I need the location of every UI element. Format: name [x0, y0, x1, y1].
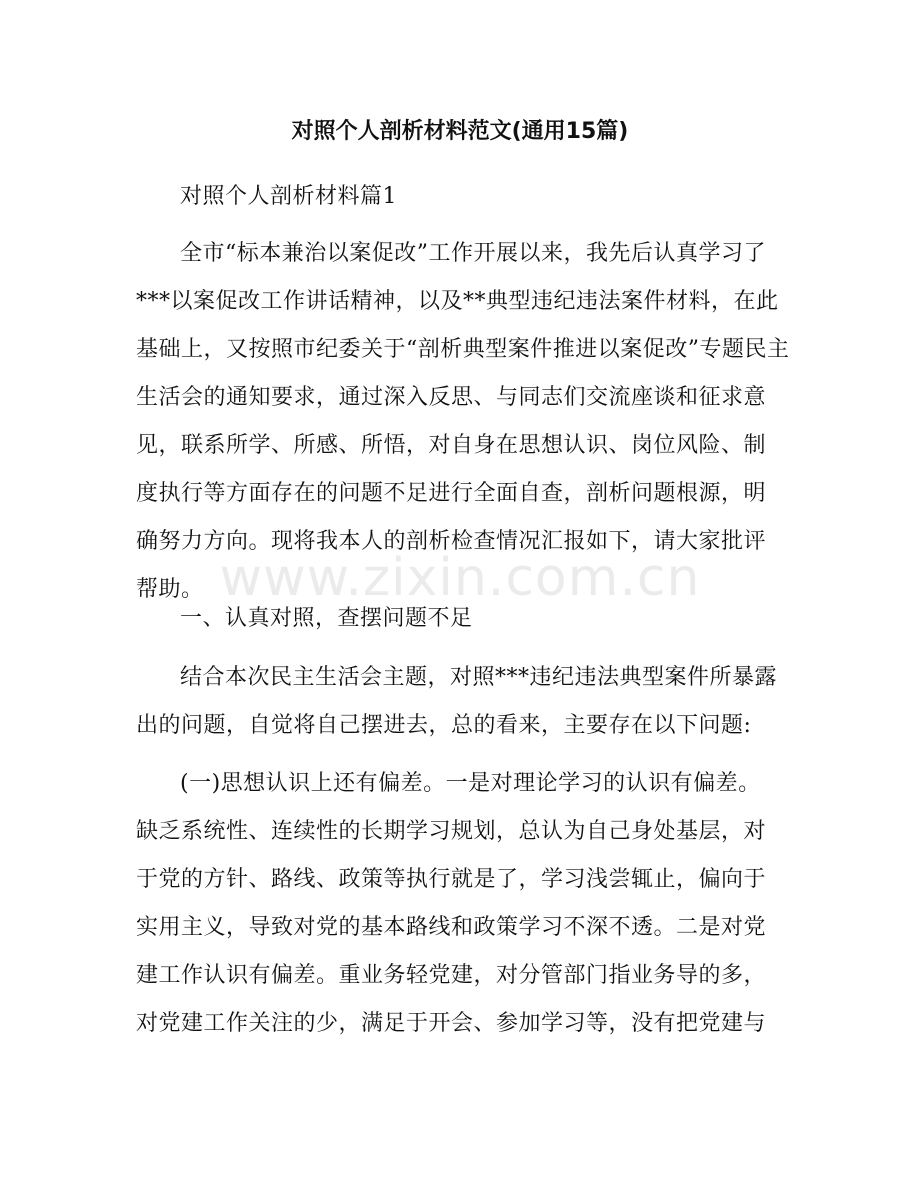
paragraph-line: 生活会的通知要求，通过深入反思、与同志们交流座谈和征求意 — [136, 385, 767, 410]
paragraph-line: 基础上，又按照市纪委关于“剖析典型案件推进以案促改”专题民主 — [136, 337, 790, 362]
paragraph-line: 于党的方针、路线、政策等执行就是了，学习浅尝辄止，偏向于 — [136, 867, 767, 892]
paragraph-line: 建工作认识有偏差。重业务轻党建，对分管部门指业务导的多， — [136, 963, 767, 988]
paragraph-line: 对党建工作关注的少，满足于开会、参加学习等，没有把党建与 — [136, 1011, 767, 1036]
paragraph-line: 度执行等方面存在的问题不足进行全面自查，剖析问题根源，明 — [136, 481, 767, 506]
document-title: 对照个人剖析材料范文(通用15篇) — [291, 119, 629, 144]
paragraph-line: (一)思想认识上还有偏差。一是对理论学习的认识有偏差。 — [180, 771, 761, 796]
paragraph-line: 实用主义，导致对党的基本路线和政策学习不深不透。二是对党 — [136, 915, 767, 940]
paragraph-line: 确努力方向。现将我本人的剖析检查情况汇报如下，请大家批评 — [136, 529, 767, 554]
section-heading: 对照个人剖析材料篇1 — [180, 184, 397, 209]
paragraph-line: 缺乏系统性、连续性的长期学习规划，总认为自己身处基层，对 — [136, 819, 767, 844]
paragraph-line: 结合本次民主生活会主题，对照***违纪违法典型案件所暴露 — [180, 665, 778, 690]
paragraph-line: 出的问题，自觉将自己摆进去，总的看来，主要存在以下问题: — [136, 713, 752, 738]
paragraph-line: 见，联系所学、所感、所悟，对自身在思想认识、岗位风险、制 — [136, 433, 767, 458]
section-subheading: 一、认真对照，查摆问题不足 — [180, 606, 473, 631]
paragraph-line: 全市“标本兼治以案促改”工作开展以来，我先后认真学习了 — [180, 241, 766, 266]
paragraph-line: 帮助。 — [136, 577, 204, 602]
paragraph-line: ***以案促改工作讲话精神，以及**典型违纪违法案件材料，在此 — [136, 289, 779, 314]
watermark: www.zixin.com.cn — [219, 548, 701, 608]
